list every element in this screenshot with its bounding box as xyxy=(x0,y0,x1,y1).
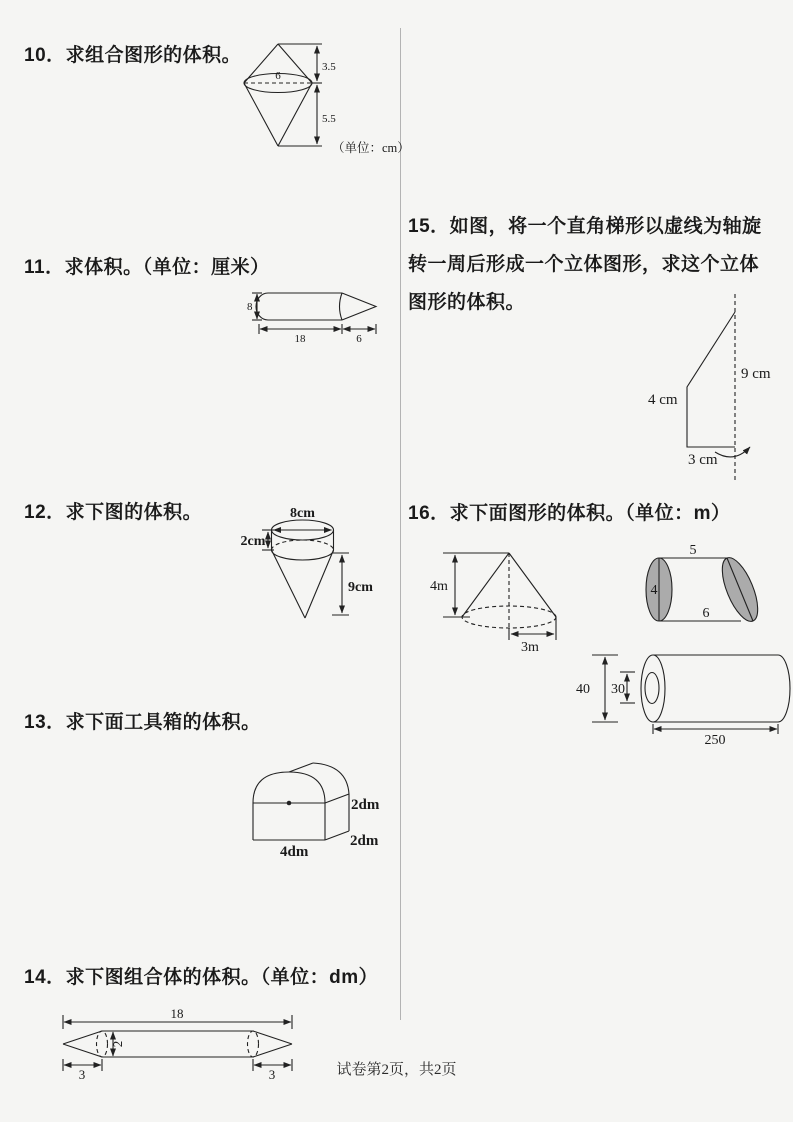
q13-toolbox-shape xyxy=(253,763,349,840)
q12-cone-label: 9cm xyxy=(348,580,373,595)
q16-cone-shape xyxy=(462,553,556,628)
q12-dimensions xyxy=(262,530,349,615)
question-11-title: 11．求体积。（单位：厘米） xyxy=(24,257,270,278)
question-10-title: 10．求组合图形的体积。 xyxy=(24,45,242,66)
q11-body-label: 18 xyxy=(294,333,306,345)
q16-tube-figure xyxy=(565,648,793,748)
q10-bottom-height-label: 5.5 xyxy=(322,113,336,125)
q16-cone-radius-label: 3m xyxy=(521,640,539,655)
q16-oblique-left-label: 4 xyxy=(650,583,658,598)
q10-dimensions xyxy=(278,44,322,146)
q15-left-label: 4 cm xyxy=(648,392,678,408)
q10-double-cone xyxy=(244,44,312,146)
q13-depth-label: 2dm xyxy=(350,833,379,849)
question-14-title: 14．求下图组合体的体积。（单位：dm） xyxy=(24,967,379,988)
q12-funnel-shape xyxy=(272,520,334,618)
q16-oblique-top-label: 5 xyxy=(689,543,697,558)
q15-line2: 转一周后形成一个立体图形，求这个立体 xyxy=(408,254,760,275)
q14-right-cone-label: 3 xyxy=(268,1067,276,1082)
q11-height-label: 8 xyxy=(247,301,253,313)
q12-top-label: 8cm xyxy=(290,506,315,521)
q16-cone-height-label: 4m xyxy=(430,579,448,594)
q15-trapezoid-shape xyxy=(687,312,735,447)
column-divider xyxy=(400,28,401,1020)
q15-trapezoid-figure xyxy=(630,292,793,484)
q10-diameter-label: 6 xyxy=(275,70,281,82)
q12-funnel-figure xyxy=(232,503,390,643)
q11-tip-label: 6 xyxy=(356,333,362,345)
q16-cone-figure xyxy=(425,540,595,662)
page-footer: 试卷第2页，共2页 xyxy=(336,1062,457,1078)
q14-left-cone-label: 3 xyxy=(78,1067,86,1082)
q13-toolbox-figure xyxy=(250,748,398,860)
q11-pencil-figure xyxy=(245,288,387,346)
question-13-title: 13．求下面工具箱的体积。 xyxy=(24,712,261,733)
q14-total-label: 18 xyxy=(170,1006,184,1021)
q16-tube-length-label: 250 xyxy=(704,733,726,748)
q13-width-label: 4dm xyxy=(280,844,309,860)
question-16-title: 16．求下面图形的体积。（单位：m） xyxy=(408,503,731,524)
q14-diameter-label: 2 xyxy=(110,1040,125,1048)
q16-tube-inner-label: 30 xyxy=(611,682,625,697)
q16-oblique-cylinder-figure xyxy=(640,540,793,633)
q13-lid-label: 2dm xyxy=(351,797,380,813)
q14-rod-shape xyxy=(63,1031,292,1057)
q15-bottom-label: 3 cm xyxy=(688,452,718,468)
q15-line1: 15．如图，将一个直角梯形以虚线为轴旋 xyxy=(408,216,762,237)
q15-rotation-arrow xyxy=(715,447,750,457)
q15-line3: 图形的体积。 xyxy=(408,292,526,313)
q12-cylinder-label: 2cm xyxy=(240,534,266,549)
question-12-title: 12．求下图的体积。 xyxy=(24,502,203,523)
q16-tube-outer-label: 40 xyxy=(576,682,590,697)
q16-tube-shape xyxy=(641,655,790,722)
q15-right-label: 9 cm xyxy=(741,366,771,382)
q10-unit-note: （单位：cm） xyxy=(332,141,410,155)
q16-oblique-bottom-label: 6 xyxy=(702,606,710,621)
q10-top-height-label: 3.5 xyxy=(322,61,336,73)
q11-pencil-shape xyxy=(256,293,376,320)
